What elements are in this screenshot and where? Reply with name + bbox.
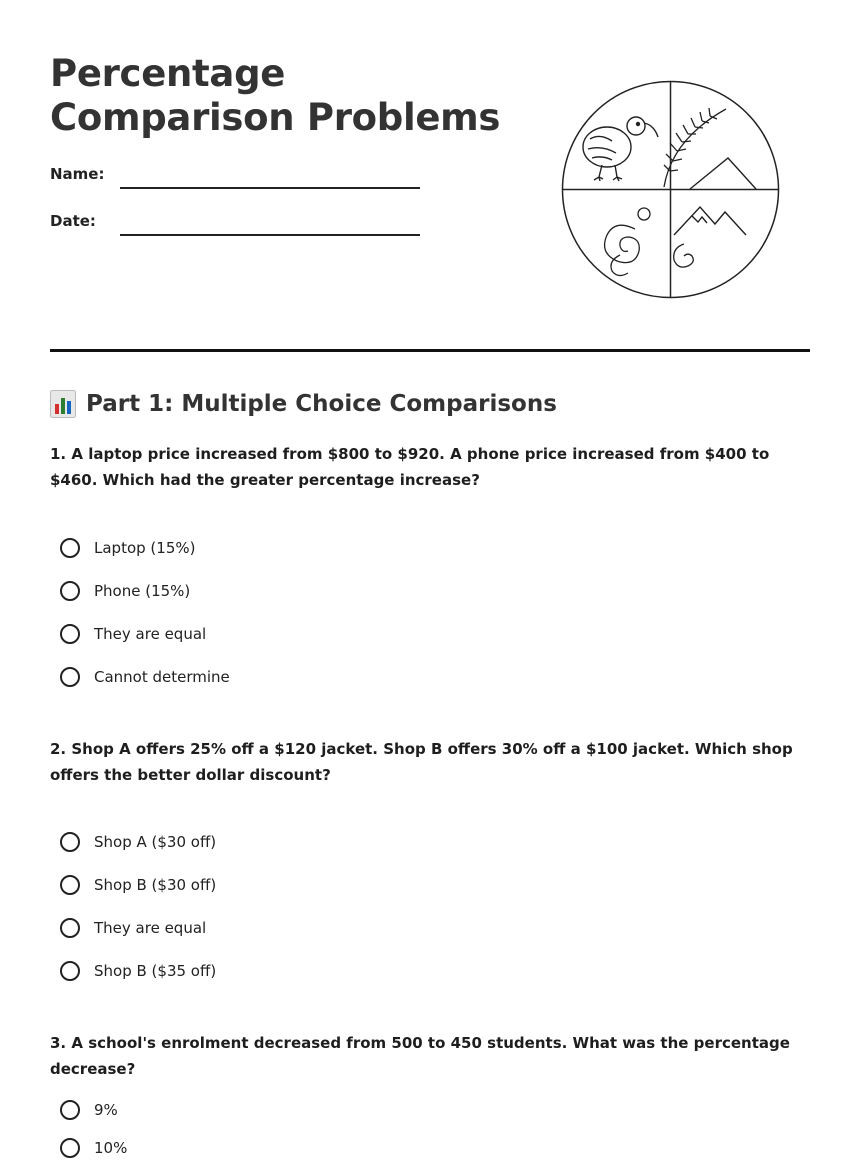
radio-button[interactable] bbox=[60, 961, 80, 981]
option-label: Shop B ($30 off) bbox=[94, 876, 217, 894]
option-label: Phone (15%) bbox=[94, 582, 191, 600]
page-title: Percentage Comparison Problems bbox=[50, 52, 501, 139]
radio-button[interactable] bbox=[60, 1138, 80, 1158]
option-label: 10% bbox=[94, 1139, 128, 1157]
section-divider bbox=[50, 349, 810, 352]
nz-emblem-illustration bbox=[560, 79, 781, 300]
question-2-option-2[interactable] bbox=[60, 872, 216, 898]
option-label: Shop A ($30 off) bbox=[94, 833, 217, 851]
date-field[interactable] bbox=[120, 234, 420, 236]
question-3-option-1[interactable] bbox=[60, 1097, 118, 1123]
question-1-option-4[interactable] bbox=[60, 664, 230, 690]
radio-button[interactable] bbox=[60, 832, 80, 852]
radio-button[interactable] bbox=[60, 667, 80, 687]
question-2-option-1[interactable] bbox=[60, 829, 216, 855]
option-label: Cannot determine bbox=[94, 668, 230, 686]
radio-button[interactable] bbox=[60, 1100, 80, 1120]
option-label: Shop B ($35 off) bbox=[94, 962, 217, 980]
question-2-option-4[interactable] bbox=[60, 958, 216, 984]
section-heading-text: Part 1: Multiple Choice Comparisons bbox=[86, 391, 557, 417]
question-1: 1. A laptop price increased from $800 to $920. A phone price increased from $400 to $460. Which had the greater percentage increase? bbox=[50, 445, 770, 489]
radio-button[interactable] bbox=[60, 624, 80, 644]
question-3: 3. A school's enrolment decreased from 500 to 450 students. What was the percentage decrease? bbox=[50, 1034, 790, 1078]
question-1-option-1[interactable] bbox=[60, 535, 195, 561]
radio-button[interactable] bbox=[60, 875, 80, 895]
question-3-option-2[interactable] bbox=[60, 1135, 127, 1161]
question-2: 2. Shop A offers 25% off a $120 jacket. Shop B offers 30% off a $100 jacket. Which shop offers the better dollar discount? bbox=[50, 740, 793, 784]
name-label: Name: bbox=[50, 165, 105, 183]
radio-button[interactable] bbox=[60, 918, 80, 938]
option-label: 9% bbox=[94, 1101, 118, 1119]
question-1-option-2[interactable] bbox=[60, 578, 190, 604]
option-label: They are equal bbox=[94, 625, 207, 643]
option-label: They are equal bbox=[94, 919, 207, 937]
question-2-option-3[interactable] bbox=[60, 915, 206, 941]
option-label: Laptop (15%) bbox=[94, 539, 196, 557]
bar-chart-icon bbox=[50, 390, 76, 418]
radio-button[interactable] bbox=[60, 538, 80, 558]
date-label: Date: bbox=[50, 212, 96, 230]
section-heading bbox=[50, 386, 557, 422]
name-field[interactable] bbox=[120, 187, 420, 189]
radio-button[interactable] bbox=[60, 581, 80, 601]
question-1-option-3[interactable] bbox=[60, 621, 206, 647]
